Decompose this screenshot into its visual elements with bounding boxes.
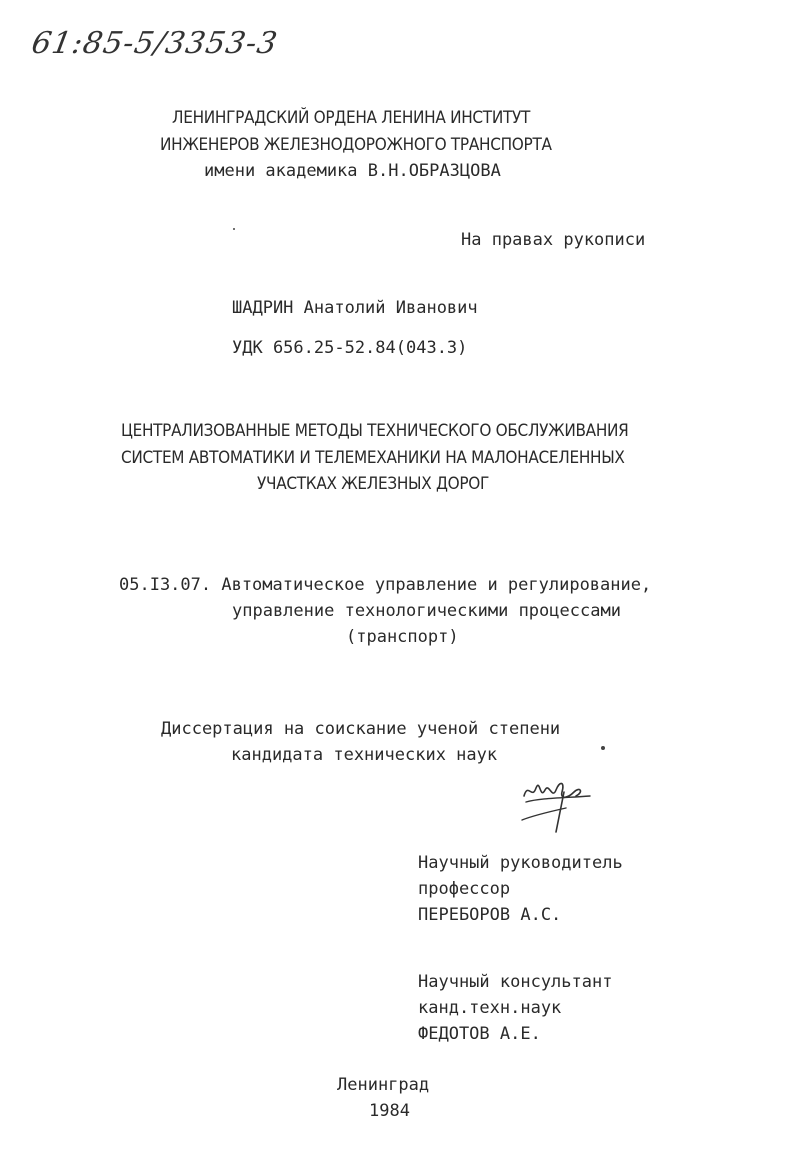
title-line-3: УЧАСТКАХ ЖЕЛЕЗНЫХ ДОРОГ <box>257 474 490 494</box>
specialty-line-3: (транспорт) <box>346 627 459 647</box>
udc-code: УДК 656.25-52.84(043.3) <box>232 338 468 358</box>
institute-line-2: ИНЖЕНЕРОВ ЖЕЛЕЗНОДОРОЖНОГО ТРАНСПОРТА <box>160 135 552 155</box>
author-signature <box>518 778 598 838</box>
institute-line-1: ЛЕНИНГРАДСКИЙ ОРДЕНА ЛЕНИНА ИНСТИТУТ <box>172 108 531 128</box>
manuscript-note: На правах рукописи <box>461 230 646 250</box>
specialty-line-2: управление технологическими процессами <box>232 601 621 621</box>
supervisor-role: Научный руководитель <box>418 853 623 873</box>
title-line-1: ЦЕНТРАЛИЗОВАННЫЕ МЕТОДЫ ТЕХНИЧЕСКОГО ОБСЛУЖИВАНИЯ <box>121 421 629 441</box>
consultant-rank: канд.техн.наук <box>418 998 562 1018</box>
consultant-role: Научный консультант <box>418 972 613 992</box>
ink-speck <box>233 228 235 230</box>
author-name: ШАДРИН Анатолий Иванович <box>232 298 478 318</box>
archive-number-handwritten: 61:85-5/3353-3 <box>28 26 281 61</box>
institute-line-3: имени академика В.Н.ОБРАЗЦОВА <box>204 161 501 181</box>
city: Ленинград <box>337 1075 430 1095</box>
degree-line-2: кандидата технических наук <box>231 745 498 765</box>
supervisor-rank: профессор <box>418 879 511 899</box>
ink-speck <box>601 746 605 750</box>
supervisor-name: ПЕРЕБОРОВ А.С. <box>418 905 562 925</box>
specialty-line-1: 05.I3.07. Автоматическое управление и регулирование, <box>119 575 652 595</box>
signature-icon <box>518 778 598 834</box>
year: 1984 <box>369 1101 410 1121</box>
title-line-2: СИСТЕМ АВТОМАТИКИ И ТЕЛЕМЕХАНИКИ НА МАЛОНАСЕЛЕННЫХ <box>121 448 625 468</box>
consultant-name: ФЕДОТОВ А.Е. <box>418 1024 541 1044</box>
degree-line-1: Диссертация на соискание ученой степени <box>161 719 561 739</box>
